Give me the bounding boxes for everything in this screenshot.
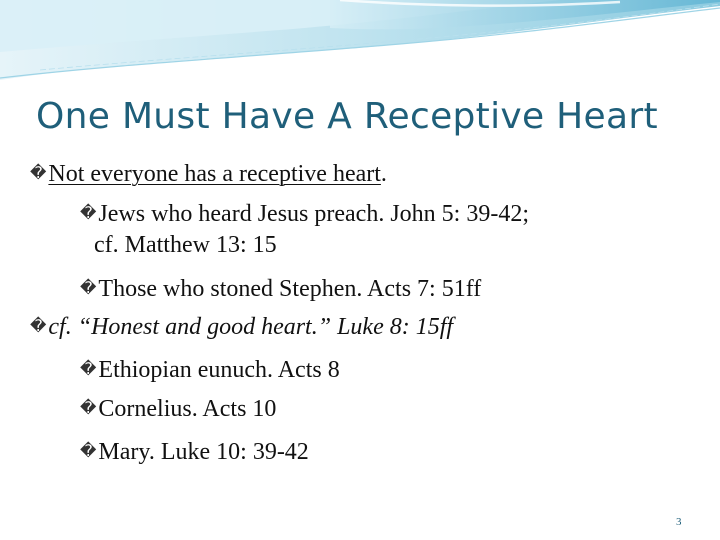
bullet-icon: � xyxy=(80,398,97,417)
item-text: Cornelius. Acts 10 xyxy=(98,396,277,422)
bullet-icon: � xyxy=(80,278,97,297)
bullet-icon: � xyxy=(30,163,47,182)
list-item xyxy=(30,312,453,341)
list-item-continuation xyxy=(94,231,277,259)
bullet-icon: � xyxy=(30,316,47,335)
bullet-icon: � xyxy=(80,441,97,460)
bullet-icon: � xyxy=(80,359,97,378)
slide-title: One Must Have A Receptive Heart xyxy=(36,96,658,137)
item-text: cf. Matthew 13: 15 xyxy=(94,232,277,258)
item-suffix: . xyxy=(380,161,387,187)
list-item xyxy=(80,199,529,228)
list-item xyxy=(30,159,387,188)
list-item xyxy=(80,437,309,466)
item-text: Those who stoned Stephen. Acts 7: 51ff xyxy=(98,276,482,302)
item-text: Ethiopian eunuch. Acts 8 xyxy=(98,357,340,383)
item-text: Mary. Luke 10: 39-42 xyxy=(98,439,309,465)
item-text: cf. “Honest and good heart.” Luke 8: 15ff xyxy=(48,314,454,340)
bullet-icon: � xyxy=(80,203,97,222)
item-text: Jews who heard Jesus preach. John 5: 39-42; xyxy=(98,201,529,227)
list-item xyxy=(80,394,276,423)
list-item xyxy=(80,274,481,303)
item-text: Not everyone has a receptive heart xyxy=(48,161,381,187)
page-number: 3 xyxy=(676,516,682,528)
list-item xyxy=(80,355,340,384)
